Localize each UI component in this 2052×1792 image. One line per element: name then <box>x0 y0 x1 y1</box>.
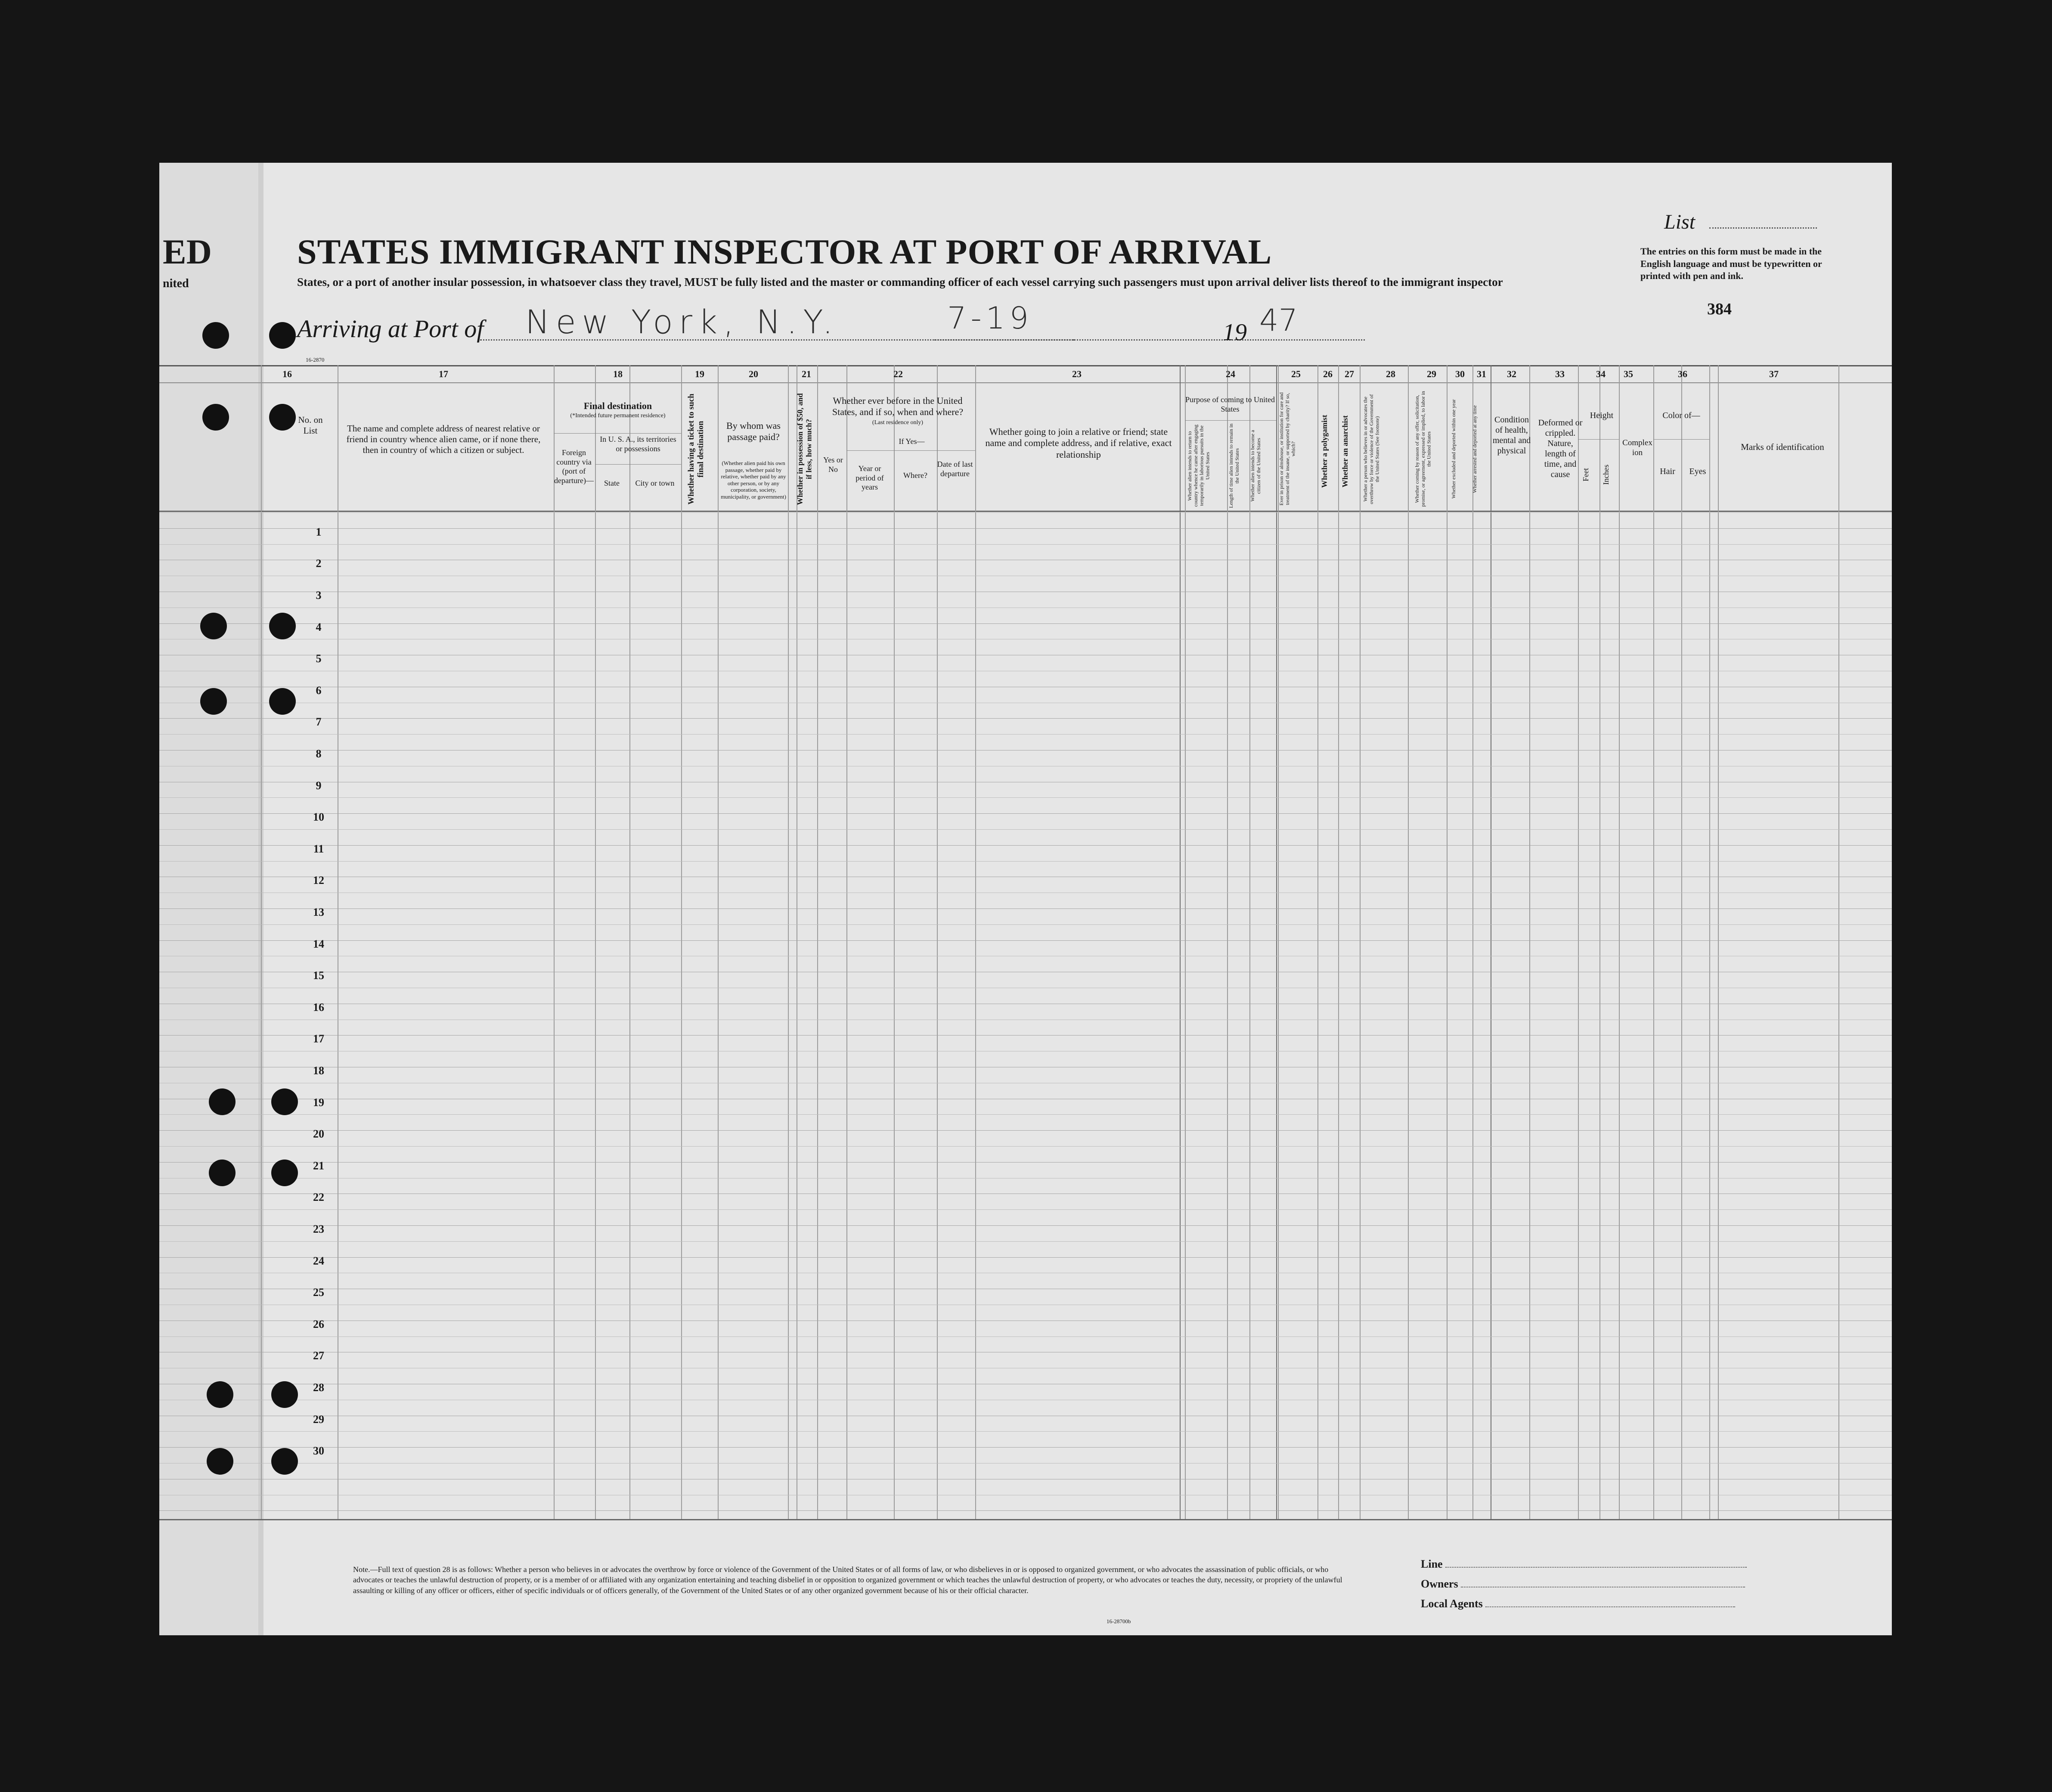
column-rule <box>1472 365 1473 1519</box>
header-ticket: Whether having a ticket to such final destination <box>687 394 705 505</box>
colnum-32: 32 <box>1507 369 1516 379</box>
arriving-label: Arriving at Port of <box>297 315 484 343</box>
subheader-rule <box>595 464 681 465</box>
column-rule <box>817 365 818 1519</box>
row-rule <box>159 1209 1892 1210</box>
row-number: 9 <box>316 779 322 792</box>
form-code: 16-2870 <box>306 357 325 363</box>
row-number: 25 <box>313 1286 324 1299</box>
row-rule <box>159 1336 1892 1337</box>
header-ever-before: Whether ever before in the United States, and if so, when and where? <box>832 395 964 418</box>
column-rule <box>1249 365 1250 1519</box>
header-marks: Marks of identification <box>1741 442 1824 452</box>
header-purpose: Purpose of coming to United States <box>1185 395 1275 413</box>
table-bottom-rule <box>159 1519 1892 1520</box>
column-rule <box>1185 365 1186 1519</box>
header-excluded: Whether excluded and deported within one year <box>1451 399 1457 499</box>
row-rule <box>159 623 1892 624</box>
row-number: 16 <box>313 1001 324 1014</box>
row-number: 19 <box>313 1096 324 1109</box>
page-number: 384 <box>1707 300 1732 318</box>
column-rule <box>1529 365 1530 1519</box>
row-rule <box>159 718 1892 719</box>
row-number: 1 <box>316 526 322 538</box>
row-number: 8 <box>316 747 322 760</box>
header-passage-paid-note: (Whether alien paid his own passage, whether paid by relative, whether paid by any other person, or by any corporation, society, municipality, or government) <box>721 460 786 500</box>
row-rule <box>159 1225 1892 1226</box>
column-rule <box>1718 365 1719 1519</box>
header-date-departure: Date of last departure <box>937 460 973 478</box>
header-no-on-list: No. on List <box>298 415 323 436</box>
punch-hole <box>209 1088 236 1115</box>
colnum-34: 34 <box>1596 369 1606 379</box>
owners-field <box>1421 1578 1745 1590</box>
colnum-27: 27 <box>1345 369 1354 379</box>
row-number: 23 <box>313 1223 324 1235</box>
column-rule <box>1838 365 1839 1519</box>
row-number: 12 <box>313 874 324 887</box>
punch-hole <box>202 322 229 349</box>
row-number: 26 <box>313 1318 324 1330</box>
header-city: City or town <box>635 479 675 487</box>
punch-hole <box>269 688 296 715</box>
row-rule <box>159 1431 1892 1432</box>
column-rule <box>1681 365 1682 1519</box>
column-rule <box>1578 365 1579 1519</box>
header-state: State <box>604 479 620 487</box>
row-number: 2 <box>316 557 322 570</box>
row-rule <box>159 861 1892 862</box>
date-handwritten: 7-19 <box>947 301 1033 336</box>
subheader-rule <box>1578 439 1619 440</box>
subheader-rule <box>1185 420 1276 421</box>
header-complexion: Complexion <box>1622 438 1652 457</box>
colnum-24: 24 <box>1226 369 1235 379</box>
row-rule <box>159 940 1892 941</box>
row-rule <box>159 1241 1892 1242</box>
column-rule <box>1276 365 1277 1519</box>
column-rule <box>554 365 555 1519</box>
header-purpose-citizen: Whether alien intends to become a citizen of the United States <box>1249 430 1262 502</box>
column-rule <box>937 365 938 1519</box>
colnum-23: 23 <box>1072 369 1082 379</box>
row-number: 29 <box>313 1413 324 1426</box>
row-rule <box>159 1162 1892 1163</box>
column-rule <box>1227 365 1228 1519</box>
column-rule <box>788 365 789 1519</box>
row-rule <box>159 829 1892 830</box>
punch-hole <box>269 404 296 431</box>
row-number: 5 <box>316 652 322 665</box>
column-rule <box>846 365 847 1519</box>
header-arrested: Whether arrested and deported at any time <box>1472 405 1478 493</box>
colnum-37: 37 <box>1769 369 1779 379</box>
colnum-rule <box>159 382 1892 383</box>
header-polygamist: Whether a polygamist <box>1320 415 1329 488</box>
footer-form-code: 16-28700b <box>1107 1618 1131 1625</box>
colnum-18: 18 <box>613 369 623 379</box>
row-number: 28 <box>313 1381 324 1394</box>
subheader-rule <box>1653 439 1709 440</box>
colnum-36: 36 <box>1678 369 1687 379</box>
row-number: 6 <box>316 684 322 697</box>
column-rule <box>1619 365 1620 1519</box>
column-rule <box>1360 365 1361 1519</box>
header-last-residence: (Last residence only) <box>872 419 924 426</box>
year-handwritten: 47 <box>1259 303 1298 338</box>
subheader-rule <box>846 450 975 451</box>
column-rule <box>1709 365 1710 1519</box>
row-rule <box>159 908 1892 909</box>
header-final-destination-note: (*Intended future permanent residence) <box>570 412 666 419</box>
column-rule <box>1180 365 1181 1519</box>
row-number: 18 <box>313 1064 324 1077</box>
punch-hole <box>271 1088 298 1115</box>
row-number: 11 <box>313 843 324 855</box>
header-if-yes: If Yes— <box>899 437 925 446</box>
port-handwritten: New York, N.Y. <box>525 303 839 341</box>
row-rule <box>159 845 1892 846</box>
header-color-of: Color of— <box>1662 411 1700 420</box>
subheader-rule <box>554 433 681 434</box>
colnum-29: 29 <box>1427 369 1436 379</box>
column-rule <box>595 365 596 1519</box>
punch-hole <box>271 1381 298 1408</box>
column-rule <box>718 365 719 1519</box>
header-purpose-return: Whether alien intends to return to country whence he came after engaging temporarily in laborious pursuits in the United States <box>1187 425 1211 507</box>
punch-hole <box>271 1160 298 1186</box>
colnum-22: 22 <box>893 369 903 379</box>
column-rule <box>1278 365 1279 1519</box>
row-number: 3 <box>316 589 322 601</box>
punch-hole <box>207 1381 233 1408</box>
manifest-page <box>159 163 1892 1635</box>
colnum-33: 33 <box>1555 369 1565 379</box>
header-feet: Feet <box>1581 468 1590 482</box>
colnum-31: 31 <box>1477 369 1486 379</box>
row-rule <box>159 1130 1892 1131</box>
colnum-30: 30 <box>1455 369 1465 379</box>
column-rule <box>894 365 895 1519</box>
row-number: 14 <box>313 938 324 950</box>
row-rule <box>159 1035 1892 1036</box>
row-number: 7 <box>316 716 322 728</box>
row-number: 20 <box>313 1128 324 1140</box>
punch-hole <box>202 404 229 431</box>
punch-hole <box>200 613 227 639</box>
row-rule <box>159 512 1892 513</box>
header-foreign-country: Foreign country via (port of departure)— <box>554 448 594 485</box>
list-line <box>1709 227 1817 229</box>
row-rule <box>159 528 1892 529</box>
column-rule <box>261 365 262 1519</box>
row-rule <box>159 924 1892 925</box>
page-subtitle: States, or a port of another insular possession, in whatsoever class they travel, MUST be fully listed and the master or commanding officer of each vessel carrying such passengers must upon arrival deliver lists thereof to the immigrant inspector <box>297 276 1503 288</box>
row-number: 21 <box>313 1160 324 1172</box>
header-top-rule <box>159 365 1892 366</box>
row-number: 15 <box>313 969 324 982</box>
title-fragment: ED <box>163 232 212 271</box>
column-rule <box>629 365 630 1519</box>
header-deformed: Deformed or crippled. Nature, length of time, and cause <box>1538 418 1583 479</box>
row-number: 30 <box>313 1445 324 1457</box>
colnum-26: 26 <box>1323 369 1333 379</box>
header-usa: In U. S. A., its territories or possessions <box>600 435 676 453</box>
header-passage-paid: By whom was passage paid? <box>726 420 781 443</box>
punch-hole <box>207 1448 233 1475</box>
subtitle-fragment: nited <box>163 277 189 290</box>
row-rule <box>159 1114 1892 1115</box>
row-number: 13 <box>313 906 324 918</box>
row-rule <box>159 1510 1892 1511</box>
instructions: The entries on this form must be made in the English language and must be typewritten or printed with pen and ink. <box>1640 246 1822 282</box>
header-anarchist: Whether an anarchist <box>1341 415 1349 487</box>
row-rule <box>159 544 1892 545</box>
punch-hole <box>269 322 296 349</box>
colnum-16: 16 <box>282 369 292 379</box>
list-label: List <box>1664 211 1696 233</box>
row-number: 24 <box>313 1255 324 1267</box>
column-rule <box>1338 365 1339 1519</box>
column-rule <box>1408 365 1409 1519</box>
header-prison: Ever in prison or almshouse, or institution for care and treatment of the insane, or supported by charity? If so, which? <box>1278 392 1296 506</box>
punch-hole <box>269 613 296 639</box>
column-rule <box>681 365 682 1519</box>
header-join-relative: Whether going to join a relative or friend; state name and complete address, and if relative, exact relationship <box>985 426 1172 460</box>
column-rule <box>1599 365 1600 1519</box>
colnum-35: 35 <box>1624 369 1633 379</box>
colnum-17: 17 <box>439 369 448 379</box>
line-field <box>1421 1558 1747 1571</box>
header-health: Condition of health, mental and physical <box>1492 415 1531 456</box>
colnum-20: 20 <box>749 369 758 379</box>
row-number: 27 <box>313 1349 324 1362</box>
column-rule <box>975 365 976 1519</box>
header-relative-address: The name and complete address of nearest relative or friend in country whence alien came, or if none there, then in country of which a citizen or subject. <box>346 423 541 456</box>
colnum-25: 25 <box>1291 369 1301 379</box>
owners-label: Owners <box>1421 1578 1458 1590</box>
date-line <box>934 339 1365 341</box>
header-bottom-rule <box>159 511 1892 512</box>
header-period-years: Year or period of years <box>856 464 884 492</box>
row-rule <box>159 1257 1892 1258</box>
header-where: Where? <box>903 471 927 480</box>
punch-hole <box>209 1160 236 1186</box>
punch-hole <box>200 688 227 715</box>
colnum-28: 28 <box>1386 369 1395 379</box>
row-number: 17 <box>313 1032 324 1045</box>
local-agents-label: Local Agents <box>1421 1597 1483 1610</box>
column-rule <box>1447 365 1448 1519</box>
punch-hole <box>271 1448 298 1475</box>
header-yes-no: Yes or No <box>823 456 843 474</box>
header-overthrow: Whether a person who believes in or advocates the overthrow by force or violence of the Government of the United States (See footnote) <box>1362 394 1380 504</box>
year-printed: 19 <box>1223 319 1247 346</box>
page-title: STATES IMMIGRANT INSPECTOR AT PORT OF ARRIVAL <box>297 232 1272 271</box>
header-height: Height <box>1590 411 1614 420</box>
row-rule <box>159 1447 1892 1448</box>
column-rule <box>1653 365 1654 1519</box>
row-rule <box>159 734 1892 735</box>
row-number: 4 <box>316 621 322 633</box>
row-rule <box>159 813 1892 814</box>
header-final-destination: Final destination <box>583 400 652 411</box>
footnote: Note.—Full text of question 28 is as follows: Whether a person who believes in or advocates the overthrow by force or violence of the Government of the United States or of all forms of law, or who disbelieves in or is opposed to organized government, or who advocates the assassination of public officials, or who advocates or teaches the unlawful destruction of property, or is a member of or affiliated with any organization entertaining and teaching disbelief in or opposition to organized government or which teaches the unlawful destruction of property, or who advocates or teaches the duty, necessity, or propriety of the unlawful assaulting or killing of any officer or officers, either of specific individuals or of officers generally, of the Government of the United States or of any other organized government because of his or their official character. <box>353 1565 1342 1595</box>
colnum-21: 21 <box>802 369 811 379</box>
row-rule <box>159 1146 1892 1147</box>
header-inches: Inches <box>1602 465 1610 485</box>
left-binding-stub <box>159 163 259 1635</box>
header-hair: Hair <box>1660 467 1675 476</box>
line-label: Line <box>1421 1558 1443 1570</box>
header-eyes: Eyes <box>1689 467 1706 476</box>
header-purpose-length: Length of time alien intends to remain in the United States <box>1228 423 1240 508</box>
header-fifty-dollars: Whether in possession of $50, and if less, how much? <box>796 393 813 505</box>
row-number: 22 <box>313 1191 324 1203</box>
agents-field <box>1421 1597 1735 1610</box>
colnum-19: 19 <box>695 369 704 379</box>
column-rule <box>1317 365 1318 1519</box>
row-number: 10 <box>313 811 324 823</box>
header-labor-offer: Whether coming by reason of any offer, solicitation, promise, or agreement, expressed or implied, to labor in the United States <box>1414 391 1432 507</box>
row-rule <box>159 797 1892 798</box>
